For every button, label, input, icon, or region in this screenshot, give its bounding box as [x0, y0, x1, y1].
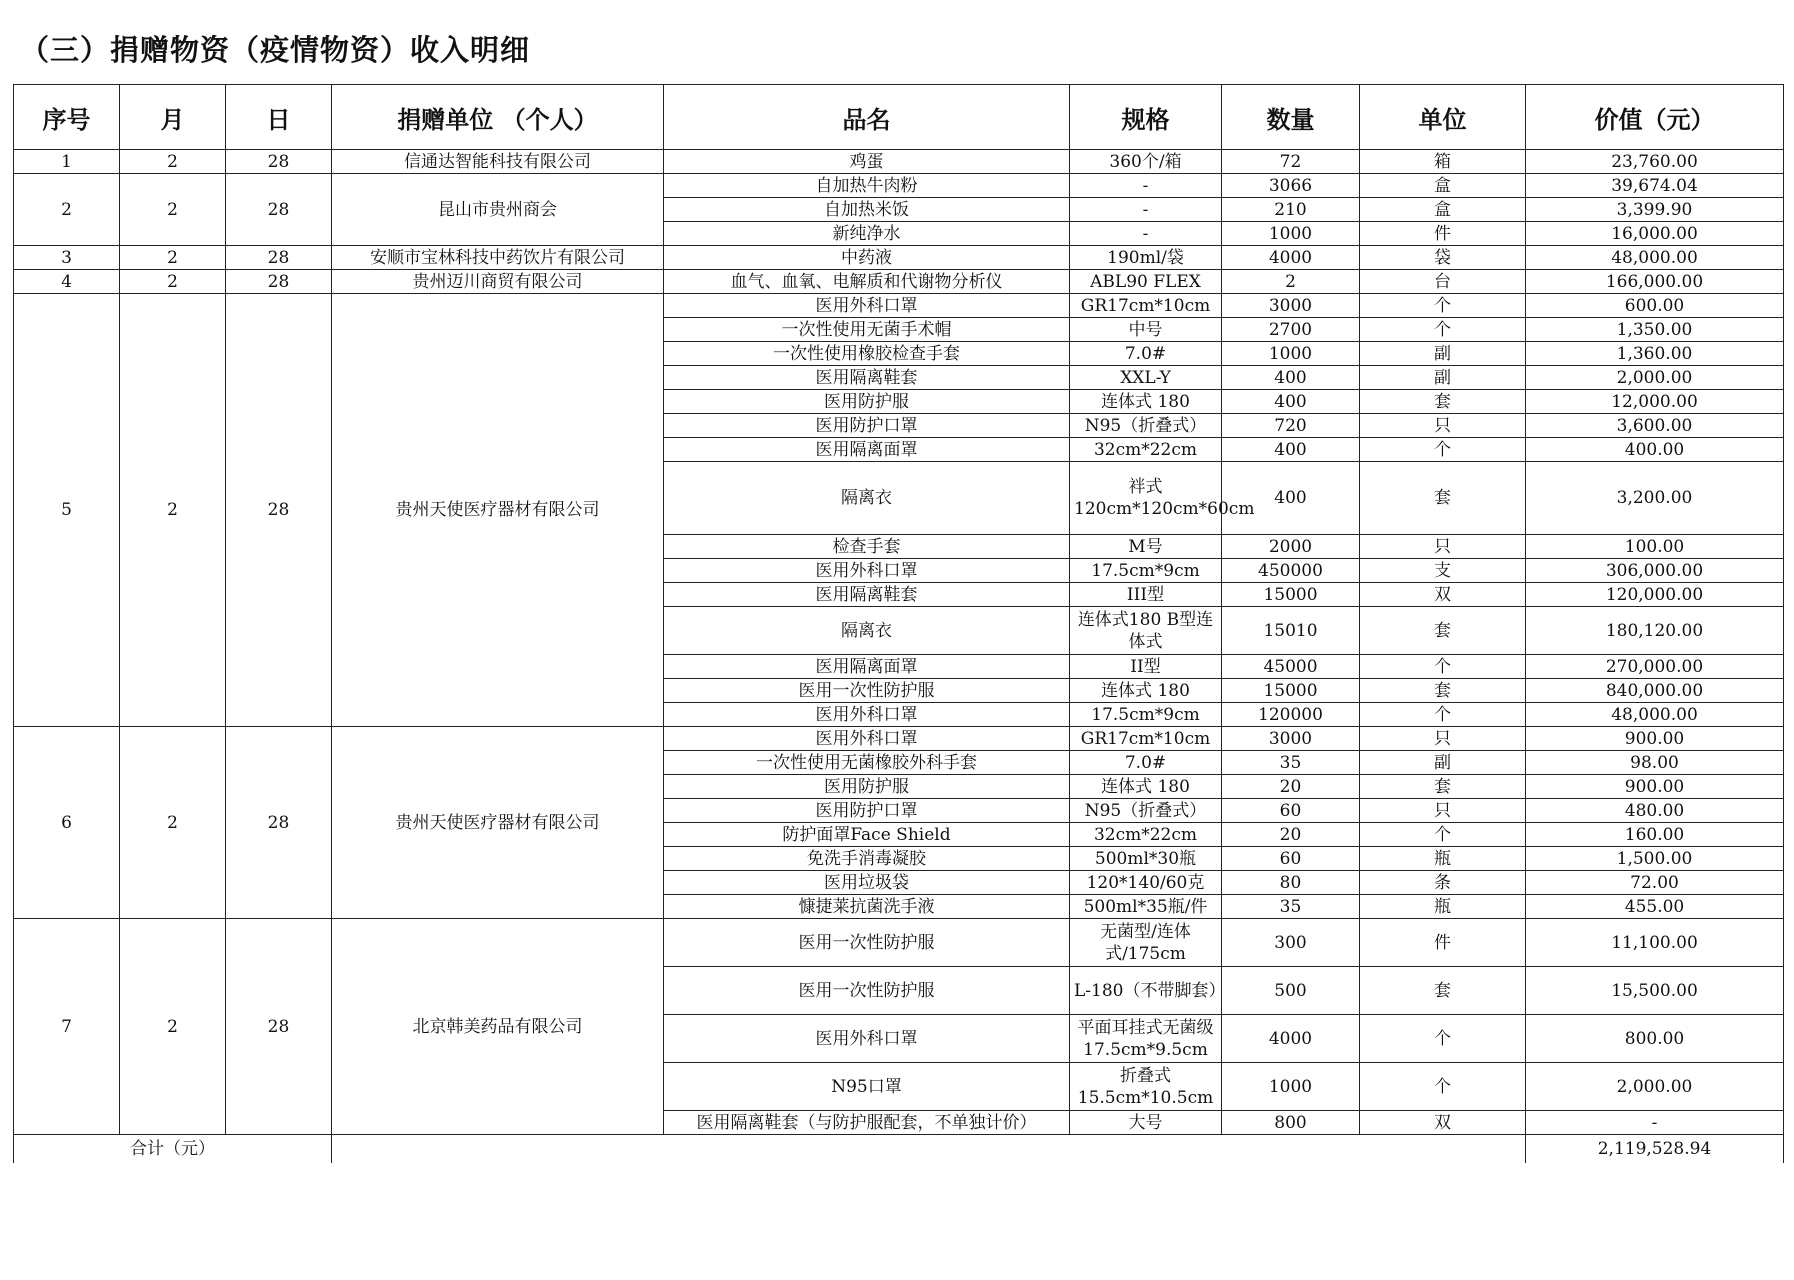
cell-item: 隔离衣 — [664, 607, 1070, 655]
cell-unit: 个 — [1360, 703, 1526, 727]
cell-value: 15,500.00 — [1526, 967, 1784, 1015]
cell-unit: 个 — [1360, 438, 1526, 462]
cell-unit: 瓶 — [1360, 895, 1526, 919]
cell-unit: 套 — [1360, 967, 1526, 1015]
cell-unit: 双 — [1360, 583, 1526, 607]
cell-qty: 210 — [1222, 198, 1360, 222]
cell-spec: 17.5cm*9cm — [1070, 559, 1222, 583]
cell-value: 48,000.00 — [1526, 246, 1784, 270]
cell-spec: GR17cm*10cm — [1070, 294, 1222, 318]
cell-spec: GR17cm*10cm — [1070, 727, 1222, 751]
cell-unit: 袋 — [1360, 246, 1526, 270]
header-seq: 序号 — [14, 85, 120, 150]
cell-spec: - — [1070, 222, 1222, 246]
cell-unit: 套 — [1360, 390, 1526, 414]
cell-value: 72.00 — [1526, 871, 1784, 895]
cell-qty: 400 — [1222, 390, 1360, 414]
table-row — [14, 174, 1784, 198]
cell-unit: 副 — [1360, 366, 1526, 390]
cell-month: 2 — [120, 270, 226, 294]
cell-unit: 个 — [1360, 1015, 1526, 1063]
cell-value: 160.00 — [1526, 823, 1784, 847]
total-blank — [332, 1135, 1526, 1164]
cell-qty: 20 — [1222, 775, 1360, 799]
cell-qty: 45000 — [1222, 655, 1360, 679]
cell-month: 2 — [120, 174, 226, 246]
cell-spec: - — [1070, 174, 1222, 198]
cell-unit: 只 — [1360, 535, 1526, 559]
cell-spec: 500ml*30瓶 — [1070, 847, 1222, 871]
cell-value: 840,000.00 — [1526, 679, 1784, 703]
header-day: 日 — [226, 85, 332, 150]
cell-qty: 800 — [1222, 1111, 1360, 1135]
cell-value: 1,500.00 — [1526, 847, 1784, 871]
cell-spec: 32cm*22cm — [1070, 438, 1222, 462]
total-value: 2,119,528.94 — [1526, 1135, 1784, 1164]
cell-qty: 400 — [1222, 462, 1360, 535]
cell-qty: 20 — [1222, 823, 1360, 847]
cell-qty: 80 — [1222, 871, 1360, 895]
cell-item: 医用外科口罩 — [664, 294, 1070, 318]
header-row — [14, 85, 1784, 150]
cell-unit: 个 — [1360, 823, 1526, 847]
cell-spec: 中号 — [1070, 318, 1222, 342]
cell-day: 28 — [226, 270, 332, 294]
cell-spec: 500ml*35瓶/件 — [1070, 895, 1222, 919]
cell-item: 医用隔离面罩 — [664, 655, 1070, 679]
cell-spec: 连体式 180 — [1070, 679, 1222, 703]
cell-value: 900.00 — [1526, 775, 1784, 799]
cell-item: 医用外科口罩 — [664, 559, 1070, 583]
cell-unit: 双 — [1360, 1111, 1526, 1135]
cell-qty: 500 — [1222, 967, 1360, 1015]
cell-qty: 72 — [1222, 150, 1360, 174]
cell-qty: 2000 — [1222, 535, 1360, 559]
cell-spec: 袢式120cm*120cm*60cm — [1070, 462, 1222, 535]
cell-donor: 北京韩美药品有限公司 — [332, 919, 664, 1135]
cell-unit: 套 — [1360, 775, 1526, 799]
cell-seq: 7 — [14, 919, 120, 1135]
cell-spec: 7.0# — [1070, 342, 1222, 366]
cell-seq: 5 — [14, 294, 120, 727]
cell-unit: 条 — [1360, 871, 1526, 895]
cell-qty: 3000 — [1222, 727, 1360, 751]
cell-spec: 折叠式15.5cm*10.5cm — [1070, 1063, 1222, 1111]
cell-unit: 盒 — [1360, 174, 1526, 198]
cell-qty: 3000 — [1222, 294, 1360, 318]
cell-spec: 17.5cm*9cm — [1070, 703, 1222, 727]
header-month: 月 — [120, 85, 226, 150]
cell-spec: L-180（不带脚套） — [1070, 967, 1222, 1015]
cell-qty: 1000 — [1222, 222, 1360, 246]
cell-item: 鸡蛋 — [664, 150, 1070, 174]
cell-spec: III型 — [1070, 583, 1222, 607]
cell-value: 600.00 — [1526, 294, 1784, 318]
cell-item: 医用一次性防护服 — [664, 919, 1070, 967]
cell-month: 2 — [120, 294, 226, 727]
cell-item: 一次性使用无菌橡胶外科手套 — [664, 751, 1070, 775]
cell-unit: 套 — [1360, 679, 1526, 703]
cell-qty: 15010 — [1222, 607, 1360, 655]
cell-item: 检查手套 — [664, 535, 1070, 559]
cell-value: 2,000.00 — [1526, 1063, 1784, 1111]
cell-value: 800.00 — [1526, 1015, 1784, 1063]
cell-value: 3,200.00 — [1526, 462, 1784, 535]
cell-unit: 件 — [1360, 919, 1526, 967]
cell-spec: 无菌型/连体式/175cm — [1070, 919, 1222, 967]
cell-item: 医用隔离面罩 — [664, 438, 1070, 462]
cell-value: 98.00 — [1526, 751, 1784, 775]
cell-value: 306,000.00 — [1526, 559, 1784, 583]
cell-item: 医用防护服 — [664, 390, 1070, 414]
cell-item: 医用一次性防护服 — [664, 967, 1070, 1015]
cell-spec: M号 — [1070, 535, 1222, 559]
table-row — [14, 919, 1784, 967]
header-value: 价值（元） — [1526, 85, 1784, 150]
table-row — [14, 727, 1784, 751]
cell-unit: 个 — [1360, 294, 1526, 318]
cell-value: 16,000.00 — [1526, 222, 1784, 246]
cell-qty: 300 — [1222, 919, 1360, 967]
cell-unit: 箱 — [1360, 150, 1526, 174]
cell-item: 医用隔离鞋套（与防护服配套，不单独计价） — [664, 1111, 1070, 1135]
cell-value: 1,360.00 — [1526, 342, 1784, 366]
cell-spec: - — [1070, 198, 1222, 222]
cell-qty: 3066 — [1222, 174, 1360, 198]
cell-item: 医用外科口罩 — [664, 727, 1070, 751]
cell-spec: 190ml/袋 — [1070, 246, 1222, 270]
cell-item: 慷捷莱抗菌洗手液 — [664, 895, 1070, 919]
cell-qty: 400 — [1222, 438, 1360, 462]
cell-donor: 安顺市宝林科技中药饮片有限公司 — [332, 246, 664, 270]
cell-spec: N95（折叠式） — [1070, 414, 1222, 438]
cell-donor: 贵州天使医疗器材有限公司 — [332, 294, 664, 727]
cell-spec: 120*140/60克 — [1070, 871, 1222, 895]
cell-qty: 1000 — [1222, 1063, 1360, 1111]
cell-item: 自加热牛肉粉 — [664, 174, 1070, 198]
cell-value: 270,000.00 — [1526, 655, 1784, 679]
header-donor: 捐赠单位 （个人） — [332, 85, 664, 150]
cell-value: 39,674.04 — [1526, 174, 1784, 198]
header-spec: 规格 — [1070, 85, 1222, 150]
cell-qty: 450000 — [1222, 559, 1360, 583]
cell-unit: 套 — [1360, 607, 1526, 655]
cell-unit: 瓶 — [1360, 847, 1526, 871]
cell-value: 3,600.00 — [1526, 414, 1784, 438]
cell-unit: 盒 — [1360, 198, 1526, 222]
cell-spec: 大号 — [1070, 1111, 1222, 1135]
cell-qty: 4000 — [1222, 246, 1360, 270]
cell-unit: 件 — [1360, 222, 1526, 246]
cell-qty: 400 — [1222, 366, 1360, 390]
cell-donor: 贵州迈川商贸有限公司 — [332, 270, 664, 294]
cell-unit: 支 — [1360, 559, 1526, 583]
cell-day: 28 — [226, 294, 332, 727]
cell-spec: ABL90 FLEX — [1070, 270, 1222, 294]
cell-spec: 连体式 180 — [1070, 390, 1222, 414]
cell-qty: 35 — [1222, 751, 1360, 775]
cell-spec: 360个/箱 — [1070, 150, 1222, 174]
cell-spec: II型 — [1070, 655, 1222, 679]
header-item: 品名 — [664, 85, 1070, 150]
cell-seq: 6 — [14, 727, 120, 919]
cell-item: 医用防护口罩 — [664, 414, 1070, 438]
cell-unit: 副 — [1360, 751, 1526, 775]
cell-unit: 个 — [1360, 318, 1526, 342]
total-label: 合计（元） — [14, 1135, 332, 1164]
cell-seq: 3 — [14, 246, 120, 270]
cell-value: 3,399.90 — [1526, 198, 1784, 222]
total-row — [14, 1135, 1784, 1164]
cell-value: 2,000.00 — [1526, 366, 1784, 390]
cell-spec: 连体式180 B型连体式 — [1070, 607, 1222, 655]
table-row — [14, 270, 1784, 294]
cell-item: N95口罩 — [664, 1063, 1070, 1111]
cell-value: 900.00 — [1526, 727, 1784, 751]
cell-value: 400.00 — [1526, 438, 1784, 462]
table-body — [14, 150, 1784, 1135]
cell-donor: 昆山市贵州商会 — [332, 174, 664, 246]
cell-item: 医用一次性防护服 — [664, 679, 1070, 703]
cell-spec: XXL-Y — [1070, 366, 1222, 390]
cell-item: 防护面罩Face Shield — [664, 823, 1070, 847]
cell-day: 28 — [226, 174, 332, 246]
cell-seq: 1 — [14, 150, 120, 174]
cell-item: 医用隔离鞋套 — [664, 366, 1070, 390]
cell-value: - — [1526, 1111, 1784, 1135]
cell-value: 12,000.00 — [1526, 390, 1784, 414]
cell-value: 455.00 — [1526, 895, 1784, 919]
cell-unit: 只 — [1360, 799, 1526, 823]
cell-item: 医用隔离鞋套 — [664, 583, 1070, 607]
cell-qty: 60 — [1222, 799, 1360, 823]
cell-value: 180,120.00 — [1526, 607, 1784, 655]
cell-qty: 15000 — [1222, 583, 1360, 607]
cell-item: 一次性使用无菌手术帽 — [664, 318, 1070, 342]
cell-unit: 台 — [1360, 270, 1526, 294]
cell-item: 一次性使用橡胶检查手套 — [664, 342, 1070, 366]
cell-day: 28 — [226, 150, 332, 174]
cell-item: 隔离衣 — [664, 462, 1070, 535]
cell-spec: N95（折叠式） — [1070, 799, 1222, 823]
cell-qty: 60 — [1222, 847, 1360, 871]
cell-unit: 个 — [1360, 655, 1526, 679]
cell-unit: 只 — [1360, 727, 1526, 751]
cell-item: 血气、血氧、电解质和代谢物分析仪 — [664, 270, 1070, 294]
cell-seq: 2 — [14, 174, 120, 246]
cell-item: 医用防护口罩 — [664, 799, 1070, 823]
header-qty: 数量 — [1222, 85, 1360, 150]
cell-spec: 连体式 180 — [1070, 775, 1222, 799]
cell-value: 23,760.00 — [1526, 150, 1784, 174]
cell-value: 48,000.00 — [1526, 703, 1784, 727]
table-row — [14, 246, 1784, 270]
cell-item: 免洗手消毒凝胶 — [664, 847, 1070, 871]
cell-item: 医用垃圾袋 — [664, 871, 1070, 895]
cell-day: 28 — [226, 246, 332, 270]
cell-qty: 720 — [1222, 414, 1360, 438]
donation-table — [13, 84, 1784, 1163]
cell-item: 中药液 — [664, 246, 1070, 270]
cell-unit: 套 — [1360, 462, 1526, 535]
cell-spec: 32cm*22cm — [1070, 823, 1222, 847]
cell-qty: 4000 — [1222, 1015, 1360, 1063]
cell-qty: 1000 — [1222, 342, 1360, 366]
cell-month: 2 — [120, 919, 226, 1135]
cell-item: 自加热米饭 — [664, 198, 1070, 222]
cell-spec: 平面耳挂式无菌级17.5cm*9.5cm — [1070, 1015, 1222, 1063]
cell-item: 医用外科口罩 — [664, 1015, 1070, 1063]
table-row — [14, 294, 1784, 318]
table-row — [14, 150, 1784, 174]
cell-value: 120,000.00 — [1526, 583, 1784, 607]
cell-item: 医用防护服 — [664, 775, 1070, 799]
cell-unit: 个 — [1360, 1063, 1526, 1111]
cell-month: 2 — [120, 727, 226, 919]
cell-donor: 信通达智能科技有限公司 — [332, 150, 664, 174]
cell-qty: 35 — [1222, 895, 1360, 919]
cell-value: 1,350.00 — [1526, 318, 1784, 342]
cell-qty: 2 — [1222, 270, 1360, 294]
cell-qty: 2700 — [1222, 318, 1360, 342]
cell-value: 166,000.00 — [1526, 270, 1784, 294]
cell-value: 11,100.00 — [1526, 919, 1784, 967]
cell-qty: 15000 — [1222, 679, 1360, 703]
cell-item: 医用外科口罩 — [664, 703, 1070, 727]
cell-day: 28 — [226, 919, 332, 1135]
cell-unit: 只 — [1360, 414, 1526, 438]
cell-value: 100.00 — [1526, 535, 1784, 559]
cell-spec: 7.0# — [1070, 751, 1222, 775]
cell-day: 28 — [226, 727, 332, 919]
cell-qty: 120000 — [1222, 703, 1360, 727]
cell-value: 480.00 — [1526, 799, 1784, 823]
cell-unit: 副 — [1360, 342, 1526, 366]
cell-seq: 4 — [14, 270, 120, 294]
header-unit: 单位 — [1360, 85, 1526, 150]
cell-month: 2 — [120, 246, 226, 270]
cell-month: 2 — [120, 150, 226, 174]
cell-item: 新纯净水 — [664, 222, 1070, 246]
page-title: （三）捐赠物资（疫情物资）收入明细 — [20, 33, 531, 67]
cell-donor: 贵州天使医疗器材有限公司 — [332, 727, 664, 919]
